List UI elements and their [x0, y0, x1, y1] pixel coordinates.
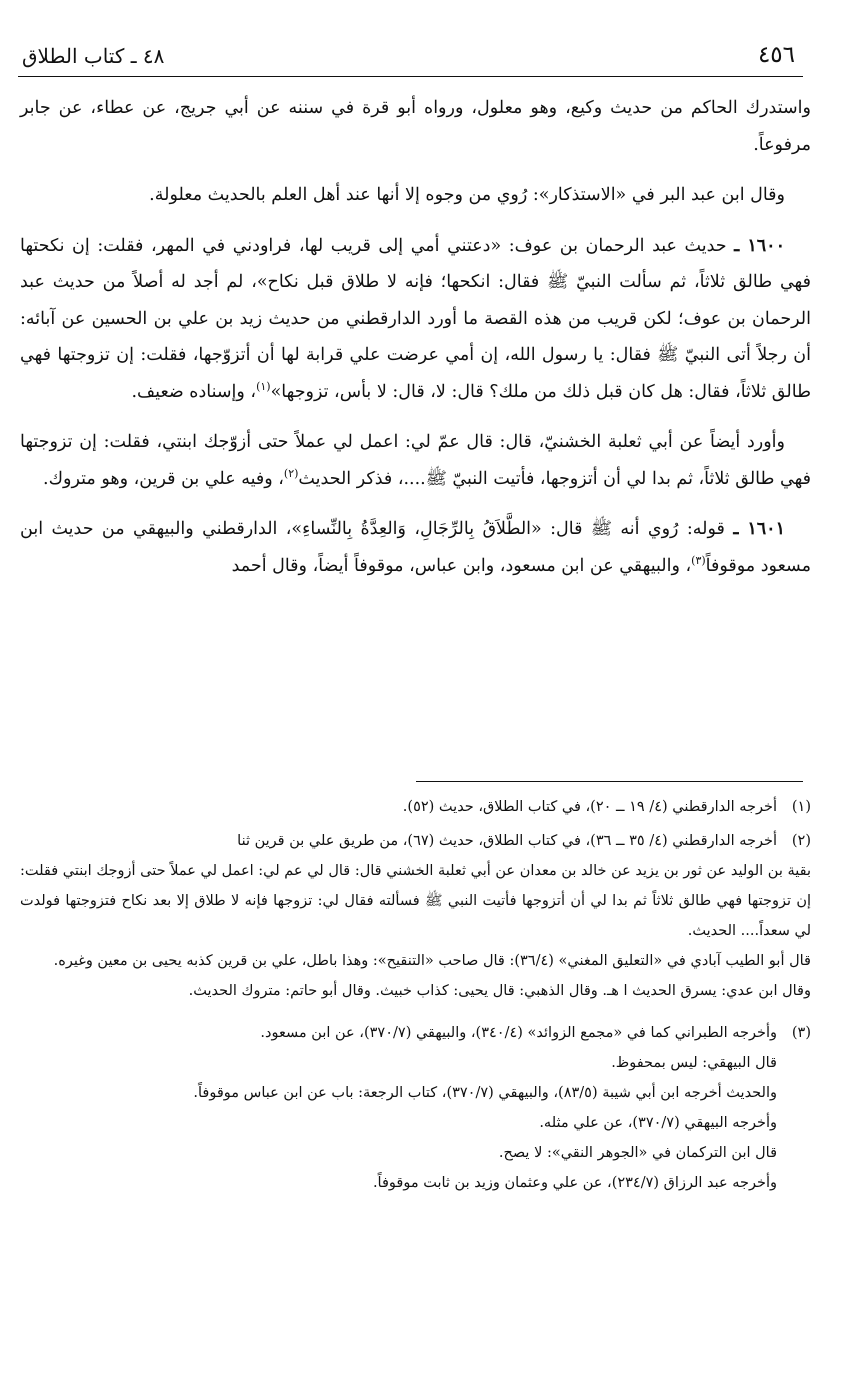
hadith-text: حديث عبد الرحمان بن عوف: «دعتني أمي إلى قريب لها، فراودني في المهر، فقلت: إن نكحتها فهي طالق ثلاثاً، ثم سألت النبيّ ﷺ فقال: انكحها؛ فإنه لا طلاق قبل نكاح»، لم أجد له أصلاً من حديث عبد الرحمان بن عوف؛ لكن قريب من هذه القصة ما أورد الدارقطني من حديث زيد بن علي بن الحسين عن آبائه: أن رجلاً أتى النبيّ ﷺ فقال: يا رسول الله، إن أمي عرضت علي قرابة لها أن أتزوّجها، فقلت: إن تزوجتها فهي طالق ثلاثاً، فقال: هل كان قبل ذلك من ملك؟ قال: لا، قال: لا بأس، تزوجها»: [20, 235, 811, 402]
footnote-line: والحديث أخرجه ابن أبي شيبة (٨٣/٥)، والبيهقي (٣٧٠/٧)، كتاب الرجعة: باب عن ابن عباس موقوفاً.: [193, 1085, 777, 1101]
running-title: ٤٨ ـ كتاب الطلاق: [22, 44, 165, 68]
paragraph-2: وقال ابن عبد البر في «الاستذكار»: رُوي من وجوه إلا أنها عند أهل العلم بالحديث معلولة.: [149, 185, 785, 205]
hadith-text: قوله: رُوي أنه ﷺ قال: «الطَّلاَقُ بِالرِّجَالِ، وَالعِدَّةُ بِالنِّساءِ»، الدارقطني والبيهقي من حديث ابن مسعود موقوفاً: [20, 519, 811, 576]
footnote-line: وأخرجه عبد الرزاق (٢٣٤/٧)، عن علي وعثمان وزيد بن ثابت موقوفاً.: [372, 1175, 777, 1191]
hadith-tail: ، وإسناده ضعيف.: [131, 381, 257, 402]
footnote-line: قال البيهقي: ليس بمحفوظ.: [611, 1055, 777, 1071]
footnote-line: قال ابن التركمان في «الجوهر النقي»: لا يصح.: [498, 1145, 777, 1161]
hadith-1600: [20, 228, 811, 411]
footnote-line: قال أبو الطيب آبادي في «التعليق المغني» (٣٦/٤): قال صاحب «التنقيح»: وهذا باطل، علي بن قرين كذبه يحيى بن معين وغيره.: [53, 953, 811, 969]
footnotes: [20, 792, 811, 1202]
hadith-number: ١٦٠٠ ـ: [734, 235, 785, 256]
paragraph-text: وأورد أيضاً عن أبي ثعلبة الخشنيّ، قال: قال عمّ لي: اعمل لي عملاً حتى أزوّجك ابنتي، فقلت: إن تزوجتها فهي طالق ثلاثاً، ثم بدا لي أن أتزوجها، فأتيت النبيّ ﷺ....، فذكر الحديث: [20, 432, 811, 489]
footnote-ref[interactable]: (٢): [283, 466, 299, 480]
paragraph-tail: ، وفيه علي بن قرين، وهو متروك.: [43, 468, 284, 489]
page-number: ٤٥٦: [757, 42, 795, 68]
footnote-3: [20, 1018, 811, 1198]
footnote-number: (٢): [791, 833, 811, 849]
footnote-number: (١): [791, 799, 811, 815]
hadith-number: ١٦٠١ ـ: [733, 519, 785, 539]
main-text: [20, 90, 811, 598]
footnote-line: وقال ابن عدي: يسرق الحديث ا هـ. وقال الذهبي: قال يحيى: كذاب خبيث. وقال أبو حاتم: متروك الحديث.: [188, 983, 811, 999]
paragraph-4: [20, 424, 811, 497]
footnote-ref[interactable]: (٣): [691, 553, 706, 567]
footnote-line: وأخرجه البيهقي (٣٧٠/٧)، عن علي مثله.: [539, 1115, 777, 1131]
footnote-line: وأخرجه الطبراني كما في «مجمع الزوائد» (٣٤٠/٤)، والبيهقي (٣٧٠/٧)، عن ابن مسعود.: [260, 1025, 777, 1041]
hadith-tail: ، والبيهقي عن ابن مسعود، وابن عباس، موقوفاً أيضاً، وقال أحمد: [231, 555, 692, 576]
footnote-line: أخرجه الدارقطني (٤/ ١٩ ــ ٢٠)، في كتاب الطلاق، حديث (٥٢).: [402, 799, 777, 815]
paragraph-1: واستدرك الحاكم من حديث وكيع، وهو معلول، ورواه أبو قرة في سننه عن أبي جريج، عن عطاء، عن جابر مرفوعاً.: [20, 98, 811, 155]
footnote-2: [20, 826, 811, 1006]
footnote-divider: [416, 781, 803, 782]
footnote-line: أخرجه الدارقطني (٤/ ٣٥ ــ ٣٦)، في كتاب الطلاق، حديث (٦٧)، من طريق علي بن قرين ثنا: [237, 833, 777, 849]
footnote-ref[interactable]: (١): [256, 379, 271, 393]
hadith-1601: [20, 511, 811, 584]
footnote-number: (٣): [791, 1025, 811, 1041]
footnote-1: [20, 792, 811, 822]
footnote-line: بقية بن الوليد عن ثور بن يزيد عن خالد بن معدان عن أبي ثعلبة الخشني قال: قال لي عم لي: اعمل لي عملاً حتى أزوجك ابنتي فقلت: إن تزوجتها فهي طالق ثلاثاً ثم بدا لي أن أتزوجها فأتيت النبي ﷺ فسألته فقال لي: تزوجها فإنه لا طلاق إلا بعد نكاح فتزوجتها فولدت لي سعداً.... الحديث.: [20, 863, 811, 939]
page-header: [18, 40, 803, 77]
